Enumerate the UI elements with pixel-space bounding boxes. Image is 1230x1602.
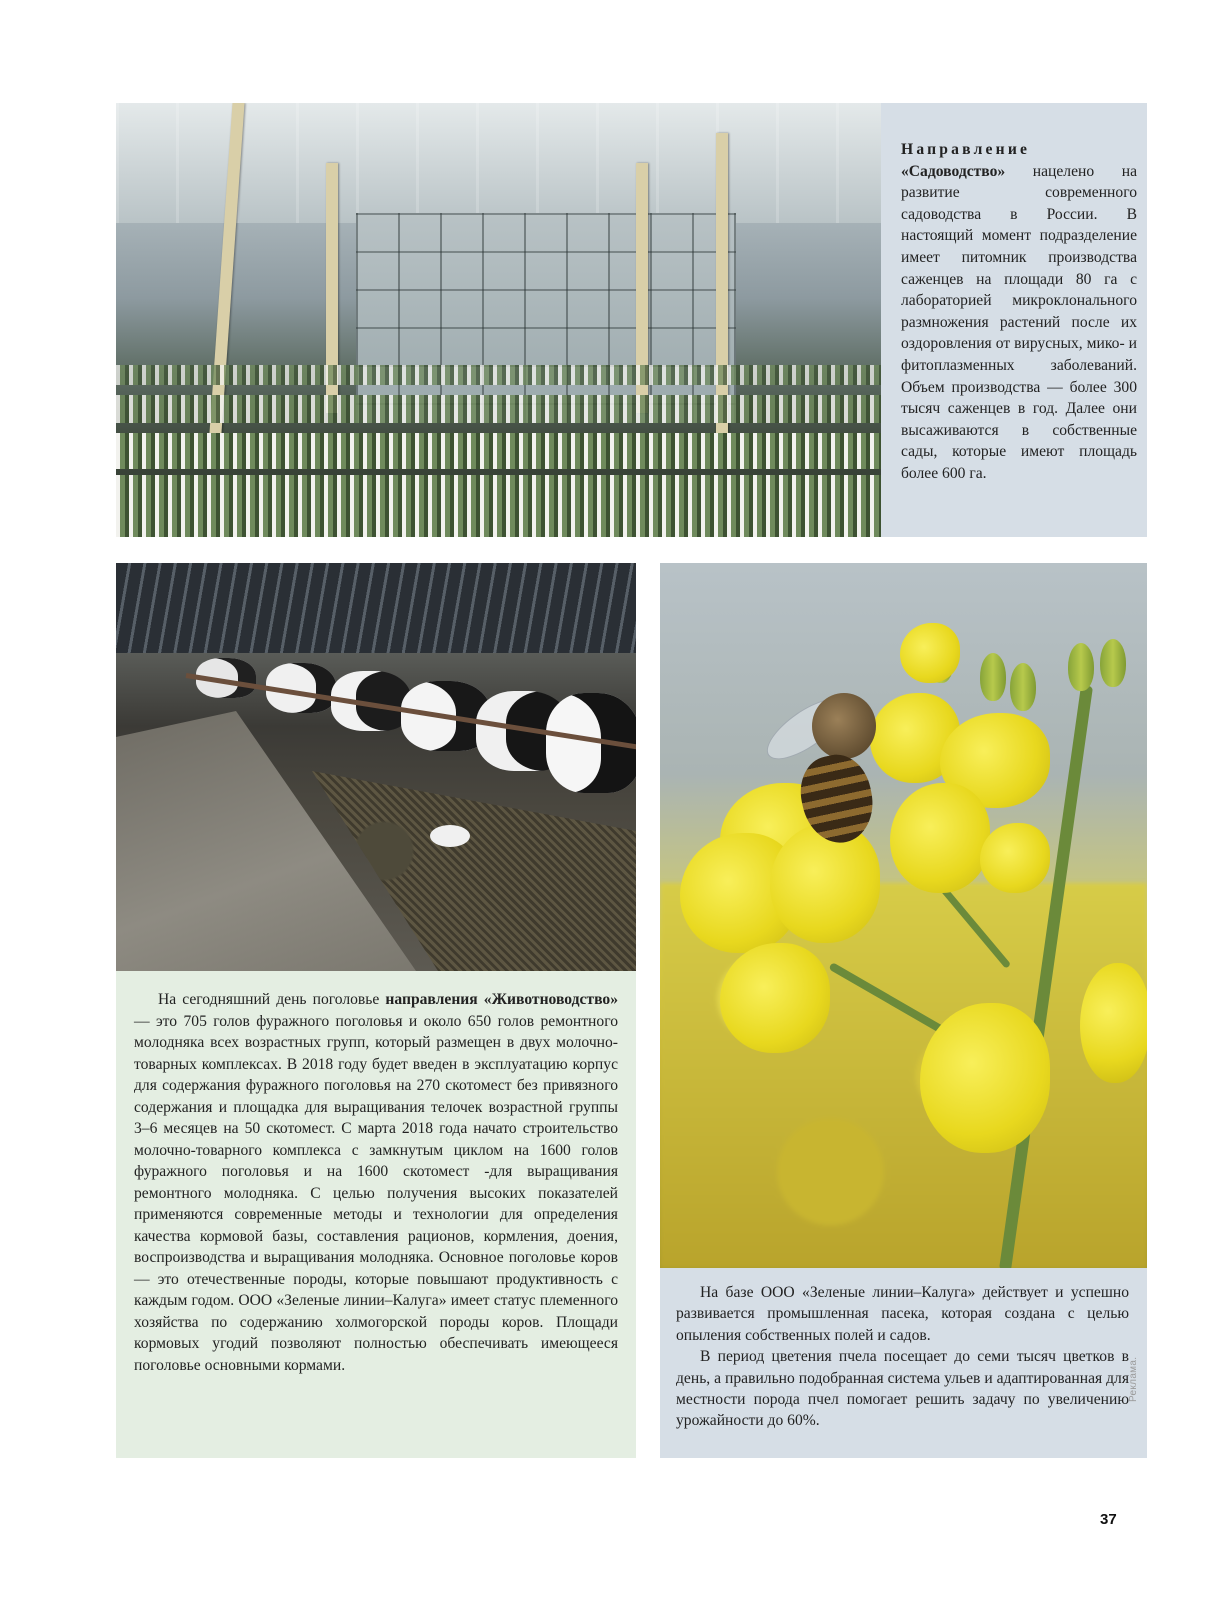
- plant-bench: [116, 433, 881, 469]
- page-number: 37: [1100, 1511, 1117, 1528]
- livestock-intro: На сегодняшний день поголовье: [158, 991, 386, 1008]
- plant-bench: [116, 365, 881, 385]
- livestock-lead-title: направления «Животноводство»: [385, 991, 619, 1008]
- cowshed-photo: [116, 563, 636, 971]
- flower-petal: [1080, 963, 1147, 1083]
- flower-petal: [720, 943, 830, 1053]
- apiary-paragraph-1: На базе ООО «Зеленые линии–Калуга» действует и успешно развивается промышленная пасека, которая создана с целью опыления собственных полей и садов.: [676, 1284, 1129, 1344]
- greenhouse-back-wall: [356, 213, 736, 423]
- flower-petal: [890, 783, 990, 893]
- flower-petal: [900, 623, 960, 683]
- bee-on-rapeseed-photo: [660, 563, 1147, 1268]
- apiary-paragraph-2: В период цветения пчела посещает до семи тысяч цветков в день, а правильно подобранная система ульев и адаптированная для местности порода пчел помогает решить задачу по увеличению урожайности до 60%.: [676, 1348, 1129, 1430]
- flower-bud: [1010, 663, 1036, 711]
- apiary-text-box: [660, 1268, 1147, 1458]
- flower-petal: [770, 823, 880, 943]
- bee-thorax: [812, 693, 876, 759]
- flower-bud: [1068, 643, 1094, 691]
- livestock-text-box: [116, 971, 636, 1458]
- greenhouse-photo: [116, 103, 881, 537]
- plant-bench: [116, 395, 881, 423]
- livestock-paragraph: [134, 989, 618, 1376]
- flower-bud: [1100, 639, 1126, 687]
- bucket: [430, 825, 470, 847]
- flower-petal: [920, 1003, 1050, 1153]
- barn-ceiling: [116, 563, 636, 653]
- gardening-text-box: [881, 103, 1147, 537]
- flower-bud: [980, 653, 1006, 701]
- gardening-lead-title: «Садоводство»: [901, 162, 1006, 180]
- gardening-body: нацелено на развитие современного садоводства в России. В настоящий момент подразделение имеет питомник производства саженцев на площади 80 га с лабораторией микроклонального размножения растений после их оздоровления от вирусных, мико- и фитоплазменных заболеваний. Объем производства — более 300 тысяч саженцев в год. Далее они высаживаются в собственные сады, которые имеют площадь более 600 га.: [901, 162, 1137, 482]
- flower-petal: [980, 823, 1050, 893]
- plant-bench: [116, 475, 881, 537]
- livestock-body: — это 705 голов фуражного поголовья и около 650 голов ремонтного молодняка всех возрастных групп, который размещен в двух молочно-товарных комплексах. В 2018 году будет введен в эксплуатацию корпус для содержания фуражного поголовья на 270 скотомест без привязного содержания и площадка для выращивания телочек возрастной группы 3–6 месяцев на 50 скотомест. С марта 2018 года начато строительство молочно-товарного комплекса с замкнутым циклом на 1600 голов фуражного поголовья и на 1600 скотомест -для выращивания ремонтного молодняка. С целью получения высоких показателей применяются современные методы и технологии для определения качества кормовой базы, составления рационов, кормления, доения, воспроизводства и выращивания молодняка. Основное поголовье коров — это отечественные породы, которые повышают продуктивность с каждым годом. ООО «Зеленые линии–Калуга» имеет статус племенного хозяйства по содержанию холмогорской породы коров. Площади кормовых угодий позволяют полностью обеспечивать имеющееся поголовье основными кормами.: [134, 1012, 618, 1374]
- gardening-paragraph: [901, 139, 1137, 485]
- greenhouse-post: [716, 133, 728, 433]
- advertisement-note: Реклама.: [1128, 1356, 1139, 1402]
- gardening-lead-word: Направление: [901, 141, 1031, 158]
